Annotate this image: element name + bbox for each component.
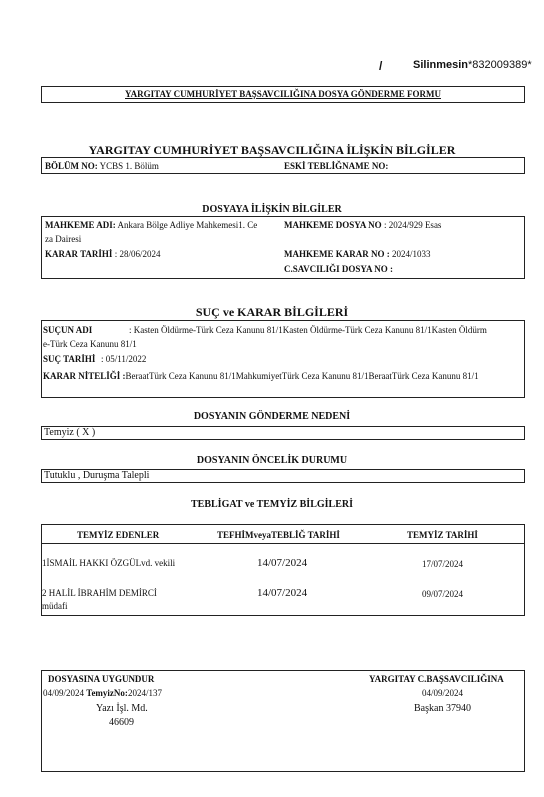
mahkeme-adi-continuation: za Dairesi	[45, 234, 82, 244]
gonderme-value: Temyiz ( X )	[44, 427, 96, 438]
gonderme-section-title: DOSYANIN GÖNDERME NEDENİ	[193, 411, 351, 422]
oncelik-value: Tutuklu , Duruşma Talepli	[44, 470, 150, 481]
form-title: YARGITAY CUMHURİYET BAŞSAVCILIĞINA DOSYA GÖNDERME FORMU	[125, 89, 441, 99]
ycbs-info-box	[41, 157, 525, 174]
dosya-info-box	[41, 216, 525, 279]
eski-teblig-label: ESKİ TEBLİĞNAME NO:	[284, 161, 389, 171]
eski-teblig-field	[284, 161, 388, 171]
suc-section-title: SUÇ ve KARAR BİLGİLERİ	[195, 305, 349, 319]
table-row-1-temyiz: 17/07/2024	[422, 559, 464, 569]
footer-baskan: Başkan 37940	[414, 703, 471, 714]
teblig-table	[41, 524, 525, 616]
teblig-section-title: TEBLİGAT ve TEMYİZ BİLGİLERİ	[191, 499, 353, 510]
mahkeme-karar-label: MAHKEME KARAR NO :	[284, 249, 390, 259]
suc-tarihi-field	[43, 354, 146, 364]
sucun-adi-field	[43, 325, 487, 335]
silinmesin-stamp	[413, 59, 532, 71]
sucun-adi-label: SUÇUN ADI	[43, 325, 93, 335]
mahkeme-karar-value: 2024/1033	[392, 249, 431, 259]
table-row-2-teblig: 14/07/2024	[257, 587, 308, 599]
mahkeme-dosya-field	[284, 220, 441, 230]
suc-tarihi-value: : 05/11/2022	[101, 354, 147, 364]
suc-info-box	[41, 320, 525, 398]
dosya-section-title: DOSYAYA İLİŞKİN BİLGİLER	[202, 204, 342, 215]
teblig-header-divider	[42, 543, 524, 544]
bolum-no-field	[45, 161, 159, 171]
mahkeme-dosya-value: : 2024/929 Esas	[383, 220, 442, 230]
mahkeme-adi-value: Ankara Bölge Adliye Mahkemesi1. Ce	[117, 220, 258, 230]
suc-tarihi-label: SUÇ TARİHİ	[43, 354, 96, 364]
mahkeme-karar-field	[284, 249, 431, 259]
footer-left-title: DOSYASINA UYGUNDUR	[48, 674, 155, 684]
table-row-1-name: 1İSMAİL HAKKI ÖZGÜLvd. vekili	[42, 558, 176, 568]
footer-right-date: 04/09/2024	[422, 688, 464, 698]
table-row-1-teblig: 14/07/2024	[257, 557, 308, 569]
karar-tarihi-value: : 28/06/2024	[114, 249, 161, 259]
mahkeme-dosya-label: MAHKEME DOSYA NO	[284, 220, 382, 230]
footer-box	[41, 670, 525, 772]
gonderme-box	[41, 426, 525, 440]
col-temyiz-edenler: TEMYİZ EDENLER	[77, 530, 160, 540]
table-row-2-temyiz: 09/07/2024	[422, 589, 464, 599]
header-slash: /	[379, 59, 383, 73]
oncelik-box	[41, 469, 525, 483]
footer-right-title: YARGITAY C.BAŞSAVCILIĞINA	[369, 674, 504, 684]
karar-tarihi-field	[45, 249, 160, 259]
csavciligi-label: C.SAVCILIĞI DOSYA NO :	[284, 264, 394, 274]
karar-tarihi-label: KARAR TARİHİ	[45, 249, 113, 259]
footer-temyiz-label: TemyizNo:	[86, 688, 128, 698]
footer-temyiz-value: 2024/137	[127, 688, 162, 698]
col-tefhim-teblig: TEFHİMveyaTEBLİĞ TARİHİ	[217, 530, 340, 540]
sucun-adi-value: : Kasten Öldürme-Türk Ceza Kanunu 81/1Kasten Öldürme-Türk Ceza Kanunu 81/1Kasten Öldürm	[129, 325, 487, 335]
silinmesin-label: Silinmesin	[413, 59, 469, 71]
bolum-no-value: YCBS 1. Bölüm	[99, 161, 159, 171]
silinmesin-code: *832009389*	[468, 59, 532, 71]
form-title-box	[41, 86, 525, 103]
csavciligi-field	[284, 264, 393, 274]
karar-niteligi-label: KARAR NİTELİĞİ :	[43, 371, 126, 381]
table-row-2-name: 2 HALİL İBRAHİM DEMİRCİ	[42, 588, 157, 598]
col-temyiz-tarihi: TEMYİZ TARİHİ	[407, 530, 478, 540]
bolum-no-label: BÖLÜM NO:	[45, 161, 98, 171]
mahkeme-adi-label: MAHKEME ADI:	[45, 220, 116, 230]
footer-left-date: 04/09/2024	[43, 688, 85, 698]
ycbs-section-title: YARGITAY CUMHURİYET BAŞSAVCILIĞINA İLİŞKİN BİLGİLER	[88, 143, 456, 157]
oncelik-section-title: DOSYANIN ÖNCELİK DURUMU	[196, 455, 348, 466]
karar-niteligi-value: BeraatTürk Ceza Kanunu 81/1MahkumiyetTürk Ceza Kanunu 81/1BeraatTürk Ceza Kanunu 81/1	[125, 371, 479, 381]
sucun-adi-continuation: e-Türk Ceza Kanunu 81/1	[43, 339, 137, 349]
footer-yazi-isl-no: 46609	[109, 717, 134, 728]
karar-niteligi-field	[43, 371, 479, 381]
mahkeme-adi-field	[45, 220, 257, 230]
footer-left-date-line	[43, 688, 162, 698]
footer-yazi-isl: Yazı İşl. Md.	[96, 703, 148, 714]
table-row-2-role: müdafi	[42, 601, 68, 611]
